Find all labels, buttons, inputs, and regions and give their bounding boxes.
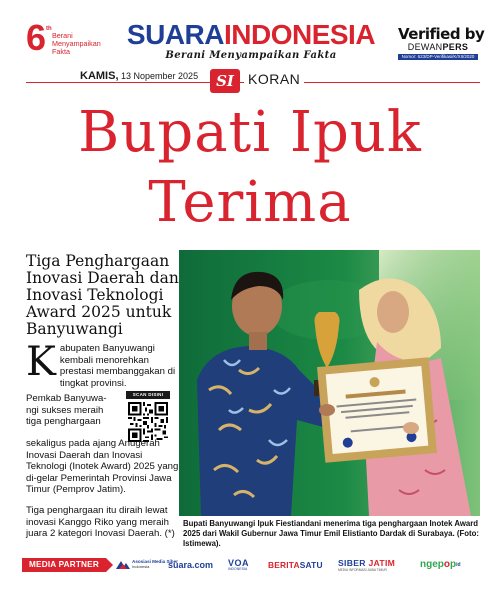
award-ceremony-photo — [179, 250, 480, 516]
partner-logo-ngepop[interactable] — [420, 559, 461, 571]
verified-line2 — [398, 42, 478, 53]
siber-sub: MEDIA INFORMASI JAWA TIMUR — [338, 568, 387, 572]
partner-logo-siberjatim[interactable] — [338, 559, 410, 571]
issue-date — [80, 70, 198, 82]
brand-tagline: Berani Menyampaikan Fakta — [165, 50, 337, 61]
brand-logo[interactable] — [116, 20, 386, 62]
verified-line1: Verified by — [398, 25, 485, 43]
anniversary-tagline: Berani Menyampaikan Fakta — [52, 31, 101, 56]
photo-caption: Bupati Banyuwangi Ipuk Fiestiandani menerima tiga penghargaan Inotek Award 2025 dari Wakil Gubernur Jawa Timur Emil Elistianto Dardak di Surabaya. (Foto: Istimewa). — [183, 519, 479, 548]
issue-day: KAMIS, — [80, 70, 119, 82]
brand-word-suara: SUARA — [126, 19, 224, 50]
jatim-word: JATIM — [368, 558, 396, 568]
ngepop-part3: p — [450, 559, 457, 570]
verified-dewan: DEWAN — [407, 42, 443, 52]
masthead — [0, 0, 500, 66]
qr-code-block[interactable] — [126, 391, 170, 445]
verified-badge — [398, 25, 485, 62]
headline — [0, 98, 500, 238]
voa-name: VOA — [228, 558, 250, 568]
amsi-mark-icon — [116, 560, 130, 570]
article-paragraph-2a: Pemkab Banyuwa-ngi sukses meraih tiga penghargaan — [26, 393, 107, 428]
berita-word: BERITA — [268, 560, 300, 570]
section-name: KORAN — [244, 70, 304, 88]
media-partner-bar — [22, 556, 480, 574]
qr-label: SCAN DISINI — [126, 391, 170, 399]
brand-word-indonesia: INDONESIA — [223, 19, 376, 50]
siber-word: SIBER — [338, 558, 366, 568]
partner-logo-voa[interactable] — [228, 559, 258, 571]
brand-title — [116, 20, 386, 50]
verified-number: Nomor: 623/DP-Verifikasi/K/XII/2020 — [398, 54, 478, 60]
ngepop-part2: o — [443, 559, 450, 570]
arrow-right-icon — [106, 558, 113, 572]
issue-date-rest: 13 Nopember 2025 — [121, 71, 199, 81]
article-paragraph-3: Tiga penghargaan itu diraih lewat inovasi Kanggo Riko yang meraih juara 2 kategori Inovasi Daerah. (*) — [26, 505, 175, 540]
anniversary-number: 6 — [26, 17, 47, 58]
media-partner-label: MEDIA PARTNER — [22, 558, 106, 572]
ngepop-part1: ngep — [420, 559, 444, 570]
voa-sub: INDONESIA — [228, 567, 248, 571]
partner-logo-amsi[interactable] — [116, 559, 178, 571]
date-bar — [26, 63, 480, 91]
headline-line2: Terima — [148, 170, 352, 235]
article-paragraph-2b: sekaligus pada ajang Anugerah Inovasi Daerah dan Inovasi Teknologi (Inotek Award) 2025 yang di-gelar Pemerintah Provinsi Jawa Timur (Pemprov Jatim). — [26, 438, 179, 496]
qr-code-icon[interactable] — [128, 402, 168, 442]
satu-word: SATU — [299, 560, 323, 570]
siber-name — [338, 559, 410, 568]
amsi-line2: Indonesia — [132, 564, 150, 569]
paragraph-1-text: abupaten Banyuwangi kembali menorehkan prestasi membanggakan di tingkat provinsi. — [59, 343, 176, 389]
subheadline: Tiga Penghargaan Inovasi Daerah dan Inovasi Teknologi Award 2025 untuk Banyuwangi — [26, 252, 179, 338]
article-paragraph-1 — [26, 339, 182, 389]
partner-logo-beritasatu[interactable] — [268, 559, 323, 571]
verified-pers: PERS — [442, 42, 469, 52]
partner-logo-suara[interactable]: suara.com — [168, 560, 214, 570]
headline-line1: Bupati Ipuk — [78, 100, 422, 165]
amsi-line1: Asosiasi Media Siber — [132, 559, 178, 564]
ngepop-tld: id — [456, 562, 461, 568]
drop-cap: K — [26, 339, 56, 385]
anniversary-suffix: th — [46, 26, 52, 32]
anniversary-logo — [26, 17, 101, 64]
si-logo-badge: SI — [210, 69, 240, 93]
